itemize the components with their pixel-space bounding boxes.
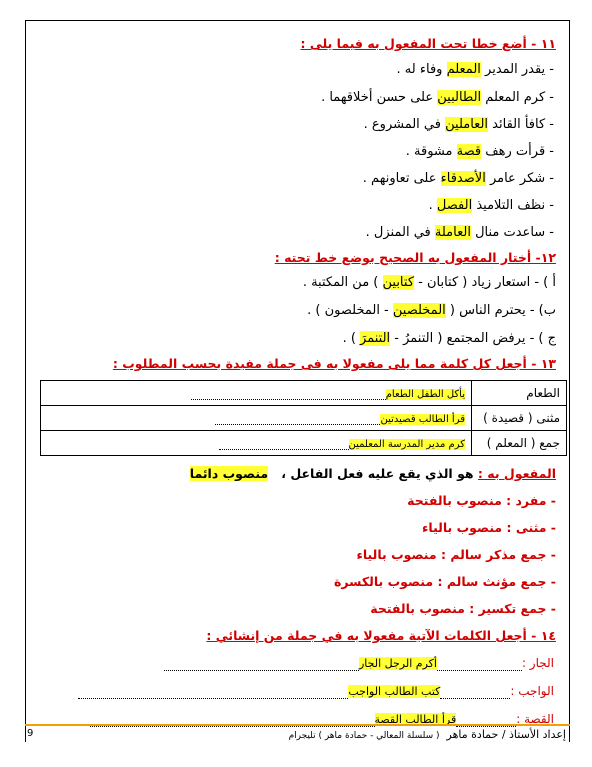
object-highlight: العاملين xyxy=(445,117,489,132)
sentence-end: على حسن أخلاقهما . xyxy=(321,90,438,105)
sentence-end: وفاء له . xyxy=(396,62,447,77)
q12-choice xyxy=(343,331,556,346)
correct-choice-highlight: كتابين xyxy=(382,275,415,290)
q13-row xyxy=(41,406,567,431)
q13-row xyxy=(41,381,567,406)
sentence-end: على تعاونهم . xyxy=(362,171,441,186)
choice-start: ج ) - يرفض المجتمع ( التنمرُ - xyxy=(390,331,556,346)
object-highlight: قصة xyxy=(456,144,482,159)
object-highlight: الأصدقاء xyxy=(440,171,486,186)
correct-choice-highlight: التنمرَ xyxy=(360,331,391,346)
sentence-end: في المنزل . xyxy=(365,225,435,240)
q14-word: الواجب : xyxy=(510,684,554,698)
sentence-end: في المشروع . xyxy=(363,117,446,132)
case-rule: - جمع تكسير : منصوب بالفتحة xyxy=(370,601,556,616)
choice-end: ) من المكتبة . xyxy=(302,275,383,290)
choice-end: ) . xyxy=(342,331,361,346)
case-rule: - جمع مذكر سالم : منصوب بالياء xyxy=(356,547,556,562)
q11-sentence xyxy=(364,117,554,132)
sentence-start: - قرأت رهف xyxy=(481,144,554,159)
rule-definition: هو الذي يقع عليه فعل الفاعل ، xyxy=(281,466,478,481)
object-highlight: الطالبين xyxy=(437,90,482,105)
sentence-start: - ساعدت منال xyxy=(470,225,554,240)
q11-sentence xyxy=(406,144,554,159)
q13-word: الطعام xyxy=(472,381,567,406)
sentence-start: - يقدر المدير xyxy=(480,62,554,77)
q13-answer: قرأ الطالب قصيدتين xyxy=(380,414,465,425)
case-rule: - مثنى : منصوب بالياء xyxy=(421,520,556,535)
footer xyxy=(25,728,570,742)
q14-answer: قرأ الطالب القصة xyxy=(374,713,457,726)
q14-heading: ١٤ - أجعل الكلمات الآتية مفعولا به في جملة من إنشائي : xyxy=(206,628,556,643)
dotted-line xyxy=(437,658,522,671)
sentence-start: - كافأ القائد xyxy=(488,117,554,132)
q12-choice xyxy=(303,275,556,290)
dotted-line xyxy=(191,387,386,400)
q13-row xyxy=(41,431,567,456)
sentence-start: - شكر عامر xyxy=(485,171,554,186)
q13-answer: يأكل الطفل الطعام xyxy=(385,389,465,400)
sentence-end: مشوقة . xyxy=(405,144,457,159)
sentence-start: - كرم المعلم xyxy=(481,90,554,105)
page-number: 9 xyxy=(27,728,34,739)
q14-answer: كتب الطالب الواجب xyxy=(348,685,441,698)
footer-credit xyxy=(289,728,566,741)
q14-answer: أكرم الرجل الجار xyxy=(359,657,437,670)
sentence-end: . xyxy=(428,198,437,213)
footer-series: ( سلسلة المعالي - حمادة ماهر ) تليجرام xyxy=(288,731,440,741)
rule-line xyxy=(190,466,556,481)
q13-table xyxy=(40,380,567,456)
q11-sentence xyxy=(321,90,554,105)
correct-choice-highlight: المخلصين xyxy=(392,303,446,318)
sentence-start: - نظف التلاميذ xyxy=(472,198,554,213)
q13-answer-cell xyxy=(41,381,472,406)
q12-heading: ١٢- أختار المفعول به الصحيح بوضع خط تحته : xyxy=(274,250,556,265)
q13-word: جمع ( المعلم ) xyxy=(472,431,567,456)
case-rule: - مفرد : منصوب بالفتحة xyxy=(407,493,556,508)
dotted-line xyxy=(440,686,510,699)
q11-sentence xyxy=(366,225,554,240)
q12-choice xyxy=(307,303,556,318)
dotted-line xyxy=(219,437,349,450)
choice-start: ب) - يحترم الناس ( xyxy=(445,303,556,318)
object-highlight: الفصل xyxy=(436,198,473,213)
q14-word: القصة : xyxy=(516,712,554,726)
choice-end: - المخلصون ) . xyxy=(307,303,393,318)
dotted-line xyxy=(164,658,359,671)
q13-answer: كرم مدير المدرسة المعلمين xyxy=(348,439,465,450)
q11-sentence xyxy=(429,198,554,213)
q13-word: مثنى ( قصيدة ) xyxy=(472,406,567,431)
q13-answer-cell xyxy=(41,431,472,456)
rule-tag: منصوب دائما xyxy=(189,466,269,481)
q14-word: الجار : xyxy=(521,656,554,670)
choice-start: أ ) - استعار زياد ( كتابان - xyxy=(414,275,556,290)
q14-row xyxy=(164,656,554,671)
object-highlight: العاملة xyxy=(434,225,471,240)
case-rule: - جمع مؤنث سالم : منصوب بالكسرة xyxy=(334,574,556,589)
object-highlight: المعلم xyxy=(446,62,481,77)
q14-row xyxy=(78,684,554,699)
dotted-line xyxy=(215,412,380,425)
q11-sentence xyxy=(363,171,554,186)
dotted-line xyxy=(78,686,348,699)
rule-term: المفعول به : xyxy=(477,466,556,481)
footer-rule xyxy=(25,724,570,726)
q11-heading: ١١ - أضع خطا تحت المفعول به فيما يلى : xyxy=(300,36,556,51)
q13-answer-cell xyxy=(41,406,472,431)
footer-author: إعداد الأستاذ / حمادة ماهر xyxy=(446,728,566,741)
q11-sentence xyxy=(397,62,554,77)
q13-heading: ١٣ - أجعل كل كلمة مما يلى مفعولا به فى جملة مفيدة بحسب المطلوب : xyxy=(112,356,556,371)
